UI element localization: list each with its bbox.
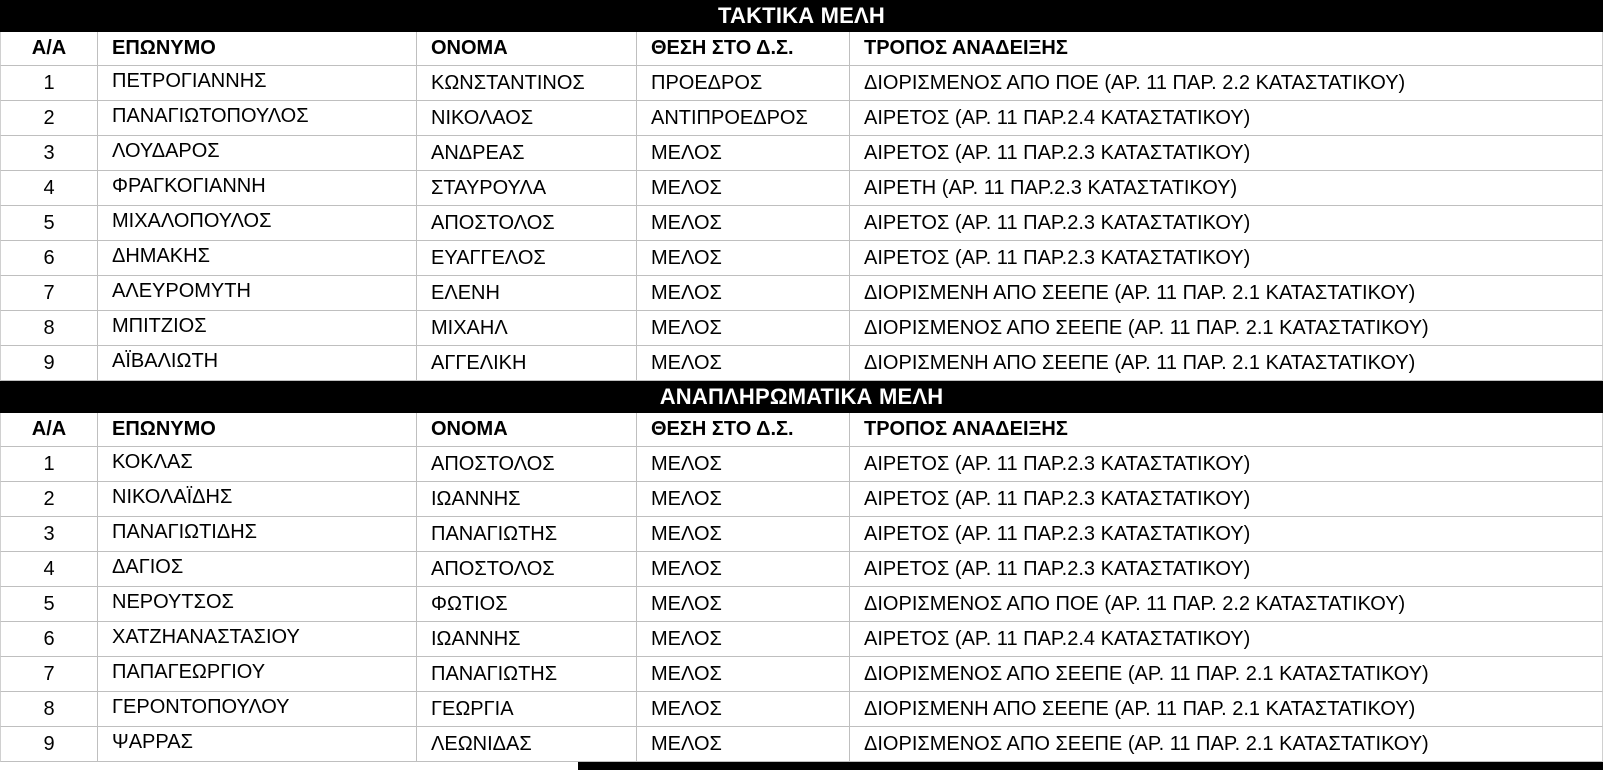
- column-header-row: [0, 32, 1603, 66]
- cell-surname: ΝΕΡΟΥΤΣΟΣ: [98, 587, 417, 621]
- cell-firstname: ΑΠΟΣΤΟΛΟΣ: [417, 206, 637, 240]
- cell-method: ΑΙΡΕΤΟΣ (ΑΡ. 11 ΠΑΡ.2.3 ΚΑΤΑΣΤΑΤΙΚΟΥ): [864, 522, 1251, 545]
- cell-index: 1: [1, 66, 98, 100]
- cell-firstname: ΣΤΑΥΡΟΥΛΑ: [417, 171, 637, 205]
- table-row: [0, 517, 1603, 552]
- table-row: [0, 101, 1603, 136]
- cell-index: 9: [1, 727, 98, 761]
- table-row: [0, 346, 1603, 381]
- cell-position: ΜΕΛΟΣ: [637, 622, 850, 656]
- cell-method: ΔΙΟΡΙΣΜΕΝΟΣ ΑΠΟ ΠΟΕ (ΑΡ. 11 ΠΑΡ. 2.2 ΚΑΤΑΣΤΑΤΙΚΟΥ): [864, 592, 1406, 615]
- cell-firstname: ΕΛΕΝΗ: [417, 276, 637, 310]
- cell-method: ΑΙΡΕΤΟΣ (ΑΡ. 11 ΠΑΡ.2.3 ΚΑΤΑΣΤΑΤΙΚΟΥ): [864, 141, 1251, 164]
- cell-firstname: ΙΩΑΝΝΗΣ: [417, 622, 637, 656]
- table-row: [0, 447, 1603, 482]
- cell-firstname: ΑΠΟΣΤΟΛΟΣ: [417, 552, 637, 586]
- cell-surname: ΠΑΝΑΓΙΩΤΟΠΟΥΛΟΣ: [98, 101, 417, 135]
- cell-firstname: ΑΓΓΕΛΙΚΗ: [417, 346, 637, 380]
- section-regular-members: [0, 0, 1603, 381]
- cell-surname: ΦΡΑΓΚΟΓΙΑΝΝΗ: [98, 171, 417, 205]
- cell-firstname: ΦΩΤΙΟΣ: [417, 587, 637, 621]
- cell-index: 7: [1, 276, 98, 310]
- cell-position: ΜΕΛΟΣ: [637, 346, 850, 380]
- cell-firstname: ΛΕΩΝΙΔΑΣ: [417, 727, 637, 761]
- cell-firstname: ΕΥΑΓΓΕΛΟΣ: [417, 241, 637, 275]
- cell-position: ΜΕΛΟΣ: [637, 241, 850, 275]
- cell-surname: ΨΑΡΡΑΣ: [98, 727, 417, 761]
- column-header-name: ΟΝΟΜΑ: [417, 413, 637, 446]
- cell-position: ΜΕΛΟΣ: [637, 136, 850, 170]
- cell-firstname: ΠΑΝΑΓΙΩΤΗΣ: [417, 517, 637, 551]
- table-row: [0, 66, 1603, 101]
- next-section-bar-partial: [578, 762, 1603, 770]
- cell-firstname: ΠΑΝΑΓΙΩΤΗΣ: [417, 657, 637, 691]
- cell-method: ΑΙΡΕΤΟΣ (ΑΡ. 11 ΠΑΡ.2.4 ΚΑΤΑΣΤΑΤΙΚΟΥ): [864, 627, 1251, 650]
- column-header-name: ΟΝΟΜΑ: [417, 32, 637, 65]
- cell-index: 6: [1, 622, 98, 656]
- column-header-method: ΤΡΟΠΟΣ ΑΝΑΔΕΙΞΗΣ: [864, 418, 1068, 440]
- column-header-method: ΤΡΟΠΟΣ ΑΝΑΔΕΙΞΗΣ: [864, 37, 1068, 59]
- table-row: [0, 171, 1603, 206]
- cell-index: 5: [1, 206, 98, 240]
- cell-position: ΜΕΛΟΣ: [637, 447, 850, 481]
- cell-method: ΔΙΟΡΙΣΜΕΝΗ ΑΠΟ ΣΕΕΠΕ (ΑΡ. 11 ΠΑΡ. 2.1 ΚΑΤΑΣΤΑΤΙΚΟΥ): [864, 697, 1416, 720]
- cell-surname: ΧΑΤΖΗΑΝΑΣΤΑΣΙΟΥ: [98, 622, 417, 656]
- cell-index: 6: [1, 241, 98, 275]
- cell-firstname: ΜΙΧΑΗΛ: [417, 311, 637, 345]
- cell-position: ΜΕΛΟΣ: [637, 206, 850, 240]
- table-row: [0, 482, 1603, 517]
- cell-firstname: ΙΩΑΝΝΗΣ: [417, 482, 637, 516]
- cell-firstname: ΝΙΚΟΛΑΟΣ: [417, 101, 637, 135]
- cell-firstname: ΑΠΟΣΤΟΛΟΣ: [417, 447, 637, 481]
- cell-surname: ΔΑΓΙΟΣ: [98, 552, 417, 586]
- cell-index: 7: [1, 657, 98, 691]
- cell-surname: ΓΕΡΟΝΤΟΠΟΥΛΟΥ: [98, 692, 417, 726]
- cell-index: 8: [1, 692, 98, 726]
- cell-firstname: ΚΩΝΣΤΑΝΤΙΝΟΣ: [417, 66, 637, 100]
- cell-method: ΔΙΟΡΙΣΜΕΝΗ ΑΠΟ ΣΕΕΠΕ (ΑΡ. 11 ΠΑΡ. 2.1 ΚΑΤΑΣΤΑΤΙΚΟΥ): [864, 281, 1416, 304]
- table-row: [0, 276, 1603, 311]
- cell-index: 1: [1, 447, 98, 481]
- cell-surname: ΛΟΥΔΑΡΟΣ: [98, 136, 417, 170]
- section-rows: [0, 447, 1603, 762]
- cell-surname: ΠΕΤΡΟΓΙΑΝΝΗΣ: [98, 66, 417, 100]
- cell-method: ΑΙΡΕΤΟΣ (ΑΡ. 11 ΠΑΡ.2.3 ΚΑΤΑΣΤΑΤΙΚΟΥ): [864, 452, 1251, 475]
- cell-index: 8: [1, 311, 98, 345]
- cell-index: 2: [1, 482, 98, 516]
- cell-position: ΜΕΛΟΣ: [637, 311, 850, 345]
- cell-index: 4: [1, 552, 98, 586]
- cell-position: ΜΕΛΟΣ: [637, 657, 850, 691]
- cell-index: 5: [1, 587, 98, 621]
- cell-index: 2: [1, 101, 98, 135]
- table-row: [0, 206, 1603, 241]
- cell-surname: ΠΑΠΑΓΕΩΡΓΙΟΥ: [98, 657, 417, 691]
- cell-position: ΑΝΤΙΠΡΟΕΔΡΟΣ: [637, 101, 850, 135]
- cell-surname: ΜΠΙΤΖΙΟΣ: [98, 311, 417, 345]
- table-row: [0, 241, 1603, 276]
- bottom-edge: [0, 762, 1603, 770]
- cell-firstname: ΑΝΔΡΕΑΣ: [417, 136, 637, 170]
- cell-method: ΔΙΟΡΙΣΜΕΝΟΣ ΑΠΟ ΣΕΕΠΕ (ΑΡ. 11 ΠΑΡ. 2.1 ΚΑΤΑΣΤΑΤΙΚΟΥ): [864, 316, 1429, 339]
- cell-method: ΑΙΡΕΤΟΣ (ΑΡ. 11 ΠΑΡ.2.3 ΚΑΤΑΣΤΑΤΙΚΟΥ): [864, 557, 1251, 580]
- cell-method: ΑΙΡΕΤΟΣ (ΑΡ. 11 ΠΑΡ.2.3 ΚΑΤΑΣΤΑΤΙΚΟΥ): [864, 487, 1251, 510]
- cell-firstname: ΓΕΩΡΓΙΑ: [417, 692, 637, 726]
- cell-position: ΠΡΟΕΔΡΟΣ: [637, 66, 850, 100]
- column-header-aa: Α/Α: [1, 413, 98, 446]
- cell-method: ΔΙΟΡΙΣΜΕΝΟΣ ΑΠΟ ΠΟΕ (ΑΡ. 11 ΠΑΡ. 2.2 ΚΑΤΑΣΤΑΤΙΚΟΥ): [864, 71, 1406, 94]
- cell-method: ΔΙΟΡΙΣΜΕΝΟΣ ΑΠΟ ΣΕΕΠΕ (ΑΡ. 11 ΠΑΡ. 2.1 ΚΑΤΑΣΤΑΤΙΚΟΥ): [864, 662, 1429, 685]
- cell-position: ΜΕΛΟΣ: [637, 587, 850, 621]
- cell-method: ΑΙΡΕΤΟΣ (ΑΡ. 11 ΠΑΡ.2.4 ΚΑΤΑΣΤΑΤΙΚΟΥ): [864, 106, 1251, 129]
- section-alternate-members: [0, 381, 1603, 762]
- cell-method: ΑΙΡΕΤΟΣ (ΑΡ. 11 ΠΑΡ.2.3 ΚΑΤΑΣΤΑΤΙΚΟΥ): [864, 246, 1251, 269]
- section-bar: [0, 0, 1603, 32]
- table-row: [0, 727, 1603, 762]
- column-header-row: [0, 413, 1603, 447]
- table-row: [0, 657, 1603, 692]
- table-row: [0, 136, 1603, 171]
- cell-position: ΜΕΛΟΣ: [637, 517, 850, 551]
- column-header-surname: ΕΠΩΝΥΜΟ: [98, 413, 417, 446]
- cell-position: ΜΕΛΟΣ: [637, 276, 850, 310]
- cell-surname: ΑΛΕΥΡΟΜΥΤΗ: [98, 276, 417, 310]
- table-row: [0, 692, 1603, 727]
- section-title: ΑΝΑΠΛΗΡΩΜΑΤΙΚΑ ΜΕΛΗ: [659, 384, 944, 409]
- cell-method: ΔΙΟΡΙΣΜΕΝΟΣ ΑΠΟ ΣΕΕΠΕ (ΑΡ. 11 ΠΑΡ. 2.1 ΚΑΤΑΣΤΑΤΙΚΟΥ): [864, 732, 1429, 755]
- section-bar: [0, 381, 1603, 413]
- table-row: [0, 587, 1603, 622]
- table-row: [0, 311, 1603, 346]
- cell-surname: ΚΟΚΛΑΣ: [98, 447, 417, 481]
- cell-index: 3: [1, 517, 98, 551]
- table-row: [0, 552, 1603, 587]
- cell-surname: ΔΗΜΑΚΗΣ: [98, 241, 417, 275]
- cell-index: 4: [1, 171, 98, 205]
- cell-index: 3: [1, 136, 98, 170]
- cell-position: ΜΕΛΟΣ: [637, 692, 850, 726]
- column-header-position: ΘΕΣΗ ΣΤΟ Δ.Σ.: [637, 413, 850, 446]
- column-header-surname: ΕΠΩΝΥΜΟ: [98, 32, 417, 65]
- table-row: [0, 622, 1603, 657]
- section-title: ΤΑΚΤΙΚΑ ΜΕΛΗ: [718, 3, 885, 28]
- cell-position: ΜΕΛΟΣ: [637, 171, 850, 205]
- section-rows: [0, 66, 1603, 381]
- cell-surname: ΜΙΧΑΛΟΠΟΥΛΟΣ: [98, 206, 417, 240]
- column-header-position: ΘΕΣΗ ΣΤΟ Δ.Σ.: [637, 32, 850, 65]
- cell-position: ΜΕΛΟΣ: [637, 552, 850, 586]
- cell-position: ΜΕΛΟΣ: [637, 727, 850, 761]
- column-header-aa: Α/Α: [1, 32, 98, 65]
- cell-index: 9: [1, 346, 98, 380]
- cell-surname: ΝΙΚΟΛΑΪΔΗΣ: [98, 482, 417, 516]
- cell-method: ΑΙΡΕΤΗ (ΑΡ. 11 ΠΑΡ.2.3 ΚΑΤΑΣΤΑΤΙΚΟΥ): [864, 176, 1238, 199]
- cell-method: ΑΙΡΕΤΟΣ (ΑΡ. 11 ΠΑΡ.2.3 ΚΑΤΑΣΤΑΤΙΚΟΥ): [864, 211, 1251, 234]
- cell-position: ΜΕΛΟΣ: [637, 482, 850, 516]
- cell-surname: ΑΪΒΑΛΙΩΤΗ: [98, 346, 417, 380]
- cell-method: ΔΙΟΡΙΣΜΕΝΗ ΑΠΟ ΣΕΕΠΕ (ΑΡ. 11 ΠΑΡ. 2.1 ΚΑΤΑΣΤΑΤΙΚΟΥ): [864, 351, 1416, 374]
- cell-surname: ΠΑΝΑΓΙΩΤΙΔΗΣ: [98, 517, 417, 551]
